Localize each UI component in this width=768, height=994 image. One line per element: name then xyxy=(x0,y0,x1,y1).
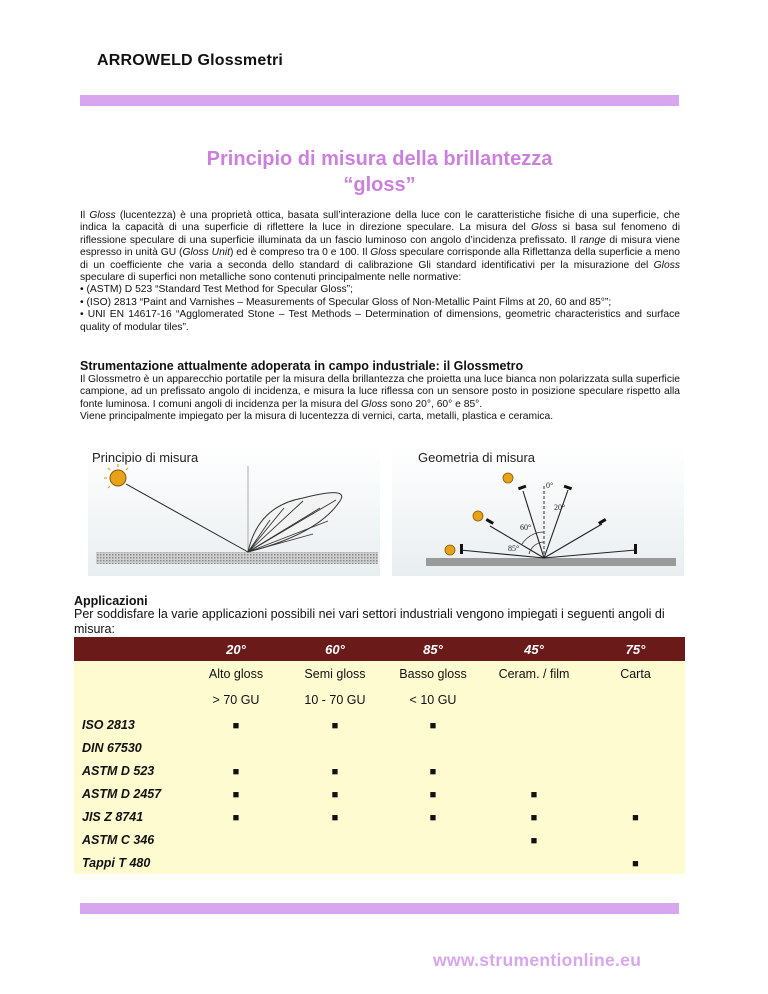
mark-cell xyxy=(286,759,384,782)
page-title-line1: Principio di misura della brillantezza xyxy=(206,148,553,170)
text-run: si basa sul fenomeno di riflessione speculare di una superficie illuminata da un fascio luminoso con angolo d’incidenza prefissato. Il xyxy=(80,222,680,246)
text-run: Gloss xyxy=(653,259,680,271)
mark-cell xyxy=(384,805,482,828)
principle-panel xyxy=(88,446,380,576)
table-header-row xyxy=(74,637,685,661)
mark-cell xyxy=(586,736,685,759)
lamp-icon xyxy=(473,511,483,521)
text-run: Il Glossmetro è un apparecchio portatile per la misura della brillantezza che proietta una luce bianca non polarizzata sulla superficie campione, ad un prefissato angolo di incidenza, e misura la luce riflessa con un sensore posto in posizione speculare rispetto alla fonte luminosa. I comuni angoli di incidenza per la misura del xyxy=(80,374,680,410)
applications-title: Applicazioni xyxy=(74,594,148,608)
range-cell xyxy=(586,687,685,713)
standard-name: DIN 67530 xyxy=(82,740,142,755)
applicable-mark: ■ xyxy=(232,811,240,824)
section-paragraph-2: Viene principalmente impiegato per la misura di lucentezza di vernici, carta, metalli, plastica e ceramica. xyxy=(80,411,554,423)
table-cell xyxy=(74,661,186,687)
applicable-mark: ■ xyxy=(331,811,339,824)
description-cell: Ceram. / film xyxy=(498,667,570,681)
standards-body xyxy=(74,713,685,874)
text-run: Il xyxy=(80,210,90,221)
applicable-mark: ■ xyxy=(632,857,639,870)
table-header-angle: 75° xyxy=(586,637,685,661)
mark-cell xyxy=(586,805,685,828)
text-run: Gloss xyxy=(361,398,388,410)
standard-name: ISO 2813 xyxy=(82,717,135,732)
table-row xyxy=(74,828,685,851)
standard-name: Tappi T 480 xyxy=(82,855,151,870)
table-header-angle: 85° xyxy=(384,637,482,661)
applicable-mark: ■ xyxy=(530,811,538,824)
table-row xyxy=(74,805,685,828)
mark-cell xyxy=(286,828,384,851)
gloss-measurement-diagram xyxy=(88,446,684,576)
mark-cell xyxy=(482,736,586,759)
lamp-icon xyxy=(503,473,513,483)
text-run: speculare corrisponde alla Riflettanza della superficie a meno di un coefficiente che varia a seconda dello standard di calibrazione Gli standard identificativi per la misurazione del xyxy=(80,247,680,271)
table-header-angle: 60° xyxy=(286,637,384,661)
page-title xyxy=(80,146,679,198)
text-run: Gloss xyxy=(89,210,116,221)
geometry-caption: Geometria di misura xyxy=(418,450,536,465)
range-cell: > 70 GU xyxy=(212,693,260,707)
mark-cell xyxy=(586,759,685,782)
section-paragraph xyxy=(80,374,680,411)
applicable-mark: ■ xyxy=(232,719,240,732)
range-cell: < 10 GU xyxy=(409,693,457,707)
applicable-mark: ■ xyxy=(331,788,339,801)
mark-cell xyxy=(186,713,286,736)
mark-cell xyxy=(384,736,482,759)
mark-cell xyxy=(384,828,482,851)
text-run: ) ed è compreso tra 0 e 100. Il xyxy=(229,247,371,259)
mark-cell xyxy=(384,851,482,874)
applications-text: Per soddisfare la varie applicazioni possibili nei vari settori industriali vengono impiegati i seguenti angoli di misura: xyxy=(74,607,665,636)
table-header-angle: 45° xyxy=(482,637,586,661)
mark-cell xyxy=(186,805,286,828)
mark-cell xyxy=(286,782,384,805)
mark-cell xyxy=(586,828,685,851)
mark-cell xyxy=(286,736,384,759)
table-row xyxy=(74,782,685,805)
mark-cell xyxy=(384,713,482,736)
mark-cell xyxy=(482,851,586,874)
text-run: sono 20°, 60° e 85°. xyxy=(387,398,483,410)
mark-cell xyxy=(186,736,286,759)
mark-cell xyxy=(482,759,586,782)
mark-cell xyxy=(586,782,685,805)
norm-item-astm: • (ASTM) D 523 “Standard Test Method for Specular Gloss”; xyxy=(80,284,353,296)
geometry-surface xyxy=(426,558,676,566)
applicable-mark: ■ xyxy=(232,788,240,801)
section-text xyxy=(80,374,680,424)
applications-table xyxy=(74,637,685,874)
mark-cell xyxy=(586,713,685,736)
standard-name: ASTM C 346 xyxy=(82,832,155,847)
mark-cell xyxy=(586,851,685,874)
mark-cell xyxy=(384,759,482,782)
applicable-mark: ■ xyxy=(429,765,437,778)
principle-caption: Principio di misura xyxy=(92,450,199,465)
mark-cell xyxy=(384,782,482,805)
norm-item-uni: • UNI EN 14617-16 “Agglomerated Stone – Test Methods – Determination of dimensions, geometric characteristics and surface quality of modular tiles”. xyxy=(80,309,680,333)
applicable-mark: ■ xyxy=(429,811,437,824)
mark-cell xyxy=(482,828,586,851)
table-row xyxy=(74,759,685,782)
intro-paragraph xyxy=(80,210,680,284)
footer-divider-bar xyxy=(80,903,679,914)
mark-cell xyxy=(482,782,586,805)
lamp-icon xyxy=(445,545,455,555)
applicable-mark: ■ xyxy=(232,765,240,778)
standard-name: JIS Z 8741 xyxy=(82,809,144,824)
mark-cell xyxy=(286,713,384,736)
table-cell xyxy=(74,687,186,713)
table-row xyxy=(74,736,685,759)
description-cell: Carta xyxy=(620,667,651,681)
table-row xyxy=(74,713,685,736)
applicable-mark: ■ xyxy=(331,719,339,732)
range-cell xyxy=(482,687,586,713)
angle-20-label: 20° xyxy=(554,503,566,512)
table-header-angle: 20° xyxy=(186,637,286,661)
page-title-line2: “gloss” xyxy=(343,174,416,196)
standard-name: ASTM D 2457 xyxy=(82,786,162,801)
range-row xyxy=(74,687,685,713)
text-run: Gloss xyxy=(370,247,397,259)
standard-name: ASTM D 523 xyxy=(82,763,155,778)
applicable-mark: ■ xyxy=(530,788,538,801)
document-header-title: ARROWELD Glossmetri xyxy=(97,52,284,69)
description-cell: Basso gloss xyxy=(399,667,467,681)
mark-cell xyxy=(186,782,286,805)
sample-surface xyxy=(96,552,378,564)
angle-0-label: 0° xyxy=(546,481,554,490)
description-cell: Semi gloss xyxy=(304,667,366,681)
angle-85-label: 85° xyxy=(508,544,520,553)
intro-text xyxy=(80,210,680,334)
applicable-mark: ■ xyxy=(632,811,639,824)
text-run: di misura viene espresso in unità GU ( xyxy=(80,234,680,259)
description-row xyxy=(74,661,685,687)
text-run: (lucentezza) è una proprietà ottica, basata sull’interazione della luce con le caratteristiche fisiche di una superficie, che indica la capacità di una superficie di riflettere la luce in direzione speculare. La misura del xyxy=(80,210,680,234)
mark-cell xyxy=(286,851,384,874)
text-run: Gloss xyxy=(531,222,558,234)
mark-cell xyxy=(482,805,586,828)
website-link[interactable]: www.strumentionline.eu xyxy=(433,950,642,970)
mark-cell xyxy=(286,805,384,828)
mark-cell xyxy=(482,713,586,736)
text-run: speculare di superfici non metalliche sono contenuti principalmente nelle normative: xyxy=(80,272,462,284)
norm-item-iso: • (ISO) 2813 “Paint and Varnishes – Measurements of Specular Gloss of Non-Metallic Paint Films at 20, 60 and 85°”; xyxy=(80,296,612,308)
mark-cell xyxy=(186,851,286,874)
applicable-mark: ■ xyxy=(429,719,437,732)
mark-cell xyxy=(186,828,286,851)
geometry-panel xyxy=(392,446,684,576)
table-row xyxy=(74,851,685,874)
table-header-empty xyxy=(74,637,186,661)
angle-60-label: 60° xyxy=(520,523,532,532)
header-divider-bar xyxy=(80,95,679,106)
range-cell: 10 - 70 GU xyxy=(304,693,366,707)
geometry-panel-bg xyxy=(392,446,684,576)
mark-cell xyxy=(186,759,286,782)
applicable-mark: ■ xyxy=(530,834,538,847)
applicable-mark: ■ xyxy=(429,788,437,801)
text-run: Gloss Unit xyxy=(182,247,230,259)
applicable-mark: ■ xyxy=(331,765,339,778)
description-cell: Alto gloss xyxy=(208,667,264,681)
section-title: Strumentazione attualmente adoperata in campo industriale: il Glossmetro xyxy=(80,359,524,373)
text-run: range xyxy=(579,234,606,246)
